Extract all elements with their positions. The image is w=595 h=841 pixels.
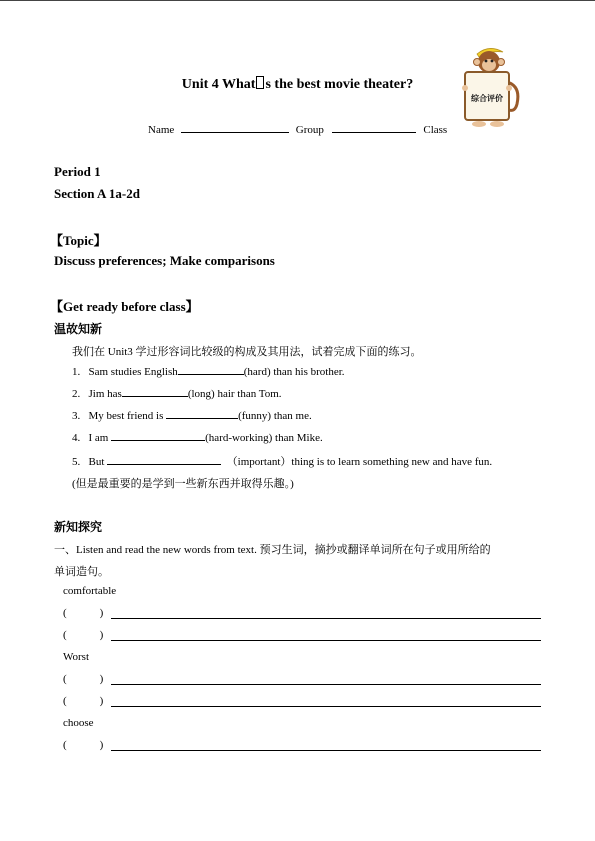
title-part-2: s the best movie theater? [265,77,414,92]
period-label: Period 1 [54,164,101,179]
ready-heading: 【Get ready before class】 [50,299,199,314]
section-label: Section A 1a-2d [54,186,140,201]
vocab-line [63,629,103,641]
item-number: 3. [72,410,81,422]
sentence-line[interactable] [111,706,541,707]
vocab-word: comfortable [63,585,117,597]
name-field[interactable] [181,123,289,133]
sentence-line[interactable] [111,750,541,751]
translation-parens[interactable]: ( ) [63,695,104,707]
translation-parens[interactable]: ( ) [63,673,104,685]
vocab-word: choose [63,717,94,729]
item-text-after: （important）thing is to learn something new and have fun. [226,456,493,468]
vocab-line [63,607,103,619]
item-text-before: But [88,456,105,468]
item-text-after: (long) hair than Tom. [187,388,282,400]
item-text-after: (funny) than me. [238,410,312,422]
sentence-line[interactable] [111,618,541,619]
answer-blank[interactable] [178,365,244,375]
review-translation: (但是最重要的是学到一些新东西并取得乐趣。) [72,478,294,490]
answer-blank[interactable] [166,409,238,419]
item-text-before: Jim has [88,388,122,400]
translation-parens[interactable]: ( ) [63,739,104,751]
item-number: 5. [72,456,81,468]
vocab-line [63,695,103,707]
item-text-before: I am [88,432,109,444]
review-heading: 温故知新 [54,322,103,336]
name-label: Name [148,124,175,136]
topic-text: Discuss preferences; Make comparisons [54,253,275,268]
item-number: 2. [72,388,81,400]
sentence-line[interactable] [111,684,541,685]
review-intro: 我们在 Unit3 学过形容词比较级的构成及其用法，试着完成下面的练习。 [72,346,422,358]
exercise-item [72,431,323,444]
vocab-line [63,739,103,751]
translation-parens[interactable]: ( ) [63,607,104,619]
answer-blank[interactable] [111,431,205,441]
item-text-before: Sam studies English [88,366,178,378]
exercise-item [72,453,492,469]
vocab-line [63,673,103,685]
item-number: 1. [72,366,81,378]
answer-blank[interactable] [107,455,221,465]
answer-blank[interactable] [122,387,188,397]
badge-text: 综合评价 [471,94,503,103]
vocab-word: Worst [63,651,90,663]
title-part-1: Unit 4 What [181,77,256,92]
class-label: Class [423,124,448,136]
top-rule [0,0,595,1]
group-field[interactable] [332,123,416,133]
exercise-item [72,387,282,400]
topic-heading: 【Topic】 [50,233,107,248]
exercise-item [72,409,312,422]
item-text-before: My best friend is [88,410,164,422]
explore-instruction-line-2: 单词造句。 [54,566,109,578]
student-info-line [148,123,447,136]
sentence-line[interactable] [111,640,541,641]
explore-instruction-line-1: 一、Listen and read the new words from text. 预习生词，摘抄或翻译单词所在句子或用所给的 [54,544,491,556]
item-text-after: (hard) than his brother. [243,366,345,378]
translation-parens[interactable]: ( ) [63,629,104,641]
group-label: Group [295,124,324,136]
item-text-after: (hard-working) than Mike. [205,432,323,444]
explore-heading: 新知探究 [54,520,103,534]
missing-glyph-box [256,76,264,89]
monkey-mascot-icon [455,42,523,134]
exercise-item [72,365,345,378]
item-number: 4. [72,432,81,444]
